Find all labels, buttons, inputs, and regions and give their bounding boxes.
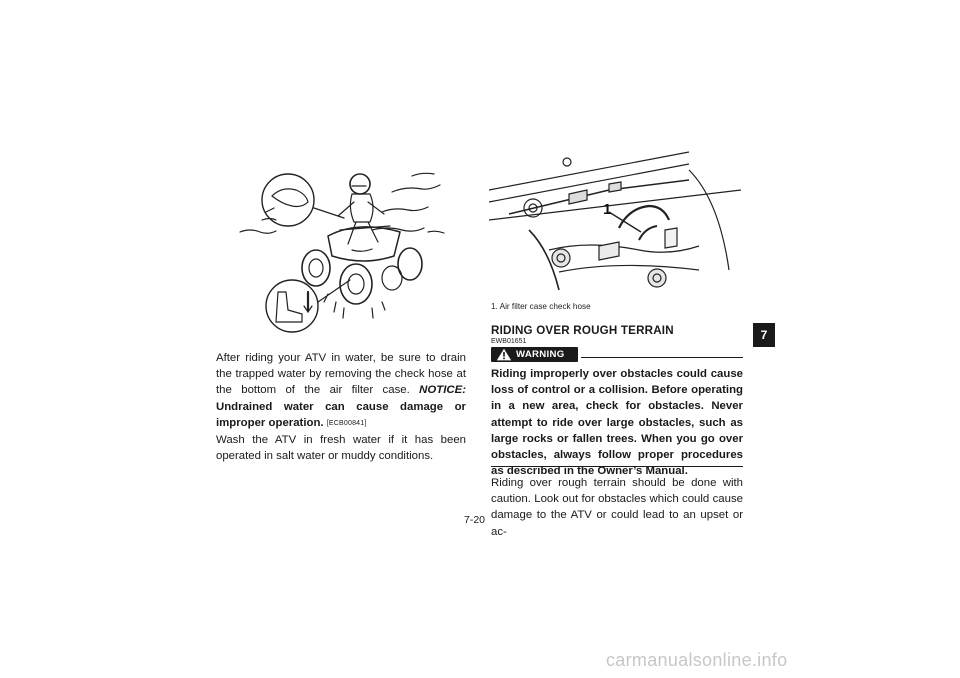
warning-rule-bottom bbox=[491, 466, 743, 467]
left-column-text bbox=[216, 350, 466, 464]
page-number: 7-20 bbox=[464, 514, 486, 526]
warning-label: WARNING bbox=[516, 349, 565, 360]
section-heading: RIDING OVER ROUGH TERRAIN bbox=[491, 324, 674, 337]
notice-text: Undrained water can cause damage or improper operation. bbox=[216, 400, 466, 429]
warning-text: Riding improperly over obstacles could cause loss of control or a collision. Before operating in a new area, check for obstacles. Never attempt to ride over large obstacles, such as large rocks or fallen trees. When you go over obstacles, always follow proper procedures as described in the Owner’s Manual. bbox=[491, 368, 743, 478]
rough-terrain-text: Riding over rough terrain should be done with caution. Look out for obstacles which could cause damage to the ATV or could lead to an upset or ac- bbox=[491, 477, 743, 538]
watermark: carmanualsonline.info bbox=[606, 650, 788, 670]
section-code: EWB01651 bbox=[491, 338, 527, 345]
air-filter-photo bbox=[489, 150, 741, 298]
warning-header bbox=[491, 347, 743, 363]
warning-badge bbox=[491, 347, 578, 362]
notice-code: [ECB00841] bbox=[326, 419, 367, 427]
warning-rule-top bbox=[581, 357, 743, 358]
wash-instructions: Wash the ATV in fresh water if it has been operated in salt water or muddy conditions. bbox=[216, 434, 466, 463]
photo-caption: 1. Air filter case check hose bbox=[491, 302, 591, 311]
chapter-tab: 7 bbox=[753, 323, 775, 347]
warning-triangle-icon bbox=[496, 348, 512, 361]
atv-water-illustration bbox=[232, 162, 464, 338]
notice-label: NOTICE: bbox=[419, 384, 466, 397]
drain-instructions: After riding your ATV in water, be sure to drain the trapped water by removing the check hose at the bottom of the air filter case. bbox=[216, 352, 466, 397]
photo-callout-number: 1 bbox=[603, 201, 612, 218]
